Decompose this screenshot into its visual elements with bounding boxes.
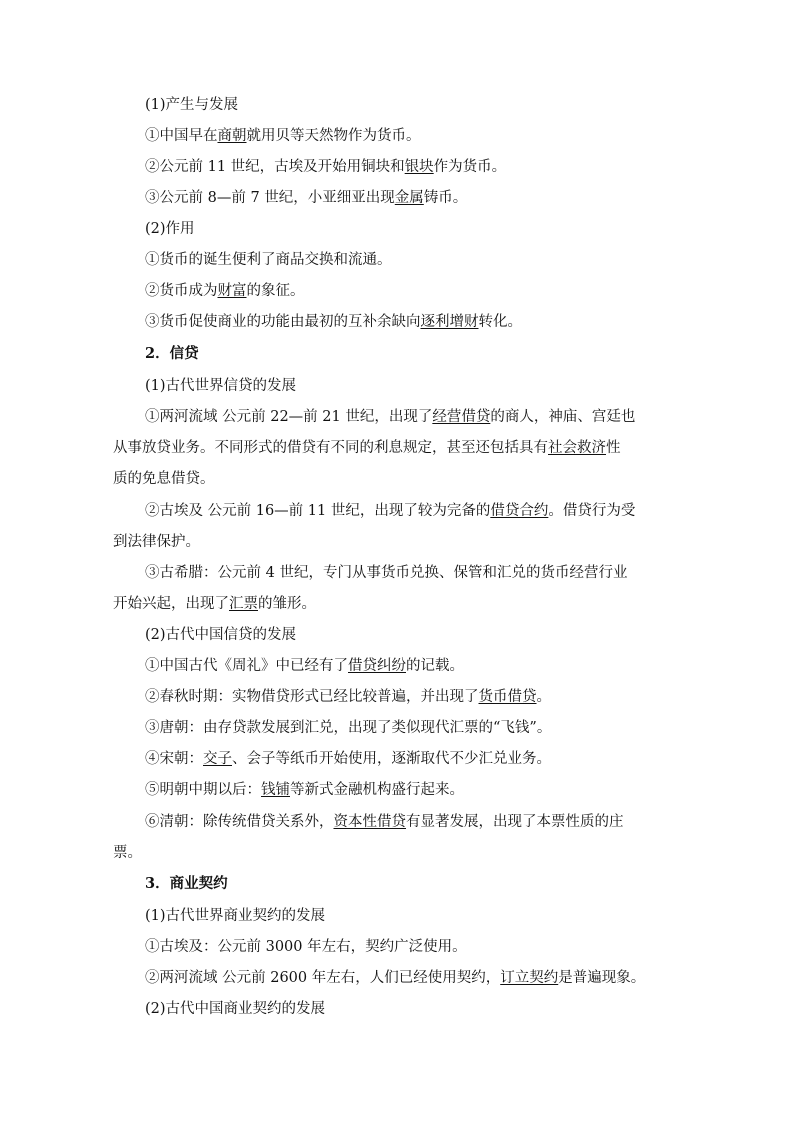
- text: 。借贷行为受: [548, 503, 636, 519]
- text: ⑤明朝中期以后：: [145, 782, 261, 798]
- text: ③公元前 8—前 7 世纪，小亚细亚出现: [145, 190, 395, 206]
- underlined-term: 借贷合约: [490, 503, 549, 519]
- text: 作为货币。: [433, 159, 507, 175]
- underlined-term: 资本性借贷: [333, 814, 406, 830]
- paragraph-line: 到法律保护。: [113, 534, 200, 550]
- text: 转化。: [478, 314, 522, 330]
- paragraph-line: [145, 281, 305, 301]
- text: 是普遍现象。: [558, 970, 646, 986]
- text: ③货币促使商业的功能由最初的互补余缺向: [145, 314, 421, 330]
- paragraph-line: [145, 687, 551, 707]
- text: 有显著发展，出现了本票性质的庄: [406, 814, 624, 830]
- paragraph-line: ③古希腊：公元前 4 世纪，专门从事货币兑换、保管和汇兑的货币经营行业: [145, 565, 628, 581]
- section-heading-credit: 2．信贷: [145, 345, 199, 362]
- underlined-term: 经营借贷: [432, 409, 491, 425]
- text: 的记载。: [406, 658, 464, 674]
- paragraph-line: [145, 407, 635, 427]
- paragraph-line: [145, 501, 635, 521]
- paragraph-line: [145, 780, 464, 800]
- text: ④宋朝：: [145, 751, 203, 767]
- paragraph-line: 票。: [113, 845, 142, 861]
- underlined-term: 社会救济: [548, 440, 606, 456]
- text: 性: [606, 440, 621, 456]
- paragraph-line: 质的免息借贷。: [113, 471, 215, 487]
- text: ①中国早在: [145, 128, 218, 144]
- text: ①两河流域 公元前 22—前 21 世纪，出现了: [145, 409, 433, 425]
- text: ②古埃及 公元前 16—前 11 世纪，出现了较为完备的: [145, 503, 491, 519]
- text: 的雏形。: [258, 596, 316, 612]
- text: 。: [536, 689, 551, 705]
- text: 开始兴起，出现了: [113, 596, 229, 612]
- text: 的象征。: [246, 283, 305, 299]
- paragraph-line: [145, 656, 464, 676]
- underlined-term: 借贷纠纷: [348, 658, 406, 674]
- subheading-origin-development: (1)产生与发展: [145, 97, 239, 113]
- underlined-term: 财富: [217, 283, 247, 299]
- underlined-term: 货币借贷: [478, 689, 537, 705]
- paragraph-line: ①货币的诞生便利了商品交换和流通。: [145, 252, 392, 268]
- paragraph-line: [145, 312, 522, 332]
- text: 就用贝等天然物作为货币。: [246, 128, 421, 144]
- underlined-term: 银块: [404, 159, 434, 175]
- subheading-china-contract: (2)古代中国商业契约的发展: [145, 1001, 326, 1017]
- subheading-world-credit: (1)古代世界信贷的发展: [145, 378, 297, 394]
- paragraph-line: ①古埃及：公元前 3000 年左右，契约广泛使用。: [145, 939, 467, 955]
- text: ②两河流域 公元前 2600 年左右，人们已经使用契约，: [145, 970, 501, 986]
- subheading-china-credit: (2)古代中国信贷的发展: [145, 627, 297, 643]
- text: ⑥清朝：除传统借贷关系外，: [145, 814, 334, 830]
- underlined-term: 订立契约: [500, 970, 559, 986]
- paragraph-line: ③唐朝：由存贷款发展到汇兑，出现了类似现代汇票的“飞钱”。: [145, 720, 552, 736]
- text: 的商人，神庙、宫廷也: [490, 409, 636, 425]
- underlined-term: 金属: [394, 190, 424, 206]
- text: ①中国古代《周礼》中已经有了: [145, 658, 348, 674]
- text: ②春秋时期：实物借贷形式已经比较普遍，并出现了: [145, 689, 479, 705]
- underlined-term: 钱铺: [261, 782, 290, 798]
- text: 等新式金融机构盛行起来。: [290, 782, 464, 798]
- paragraph-line: [145, 188, 467, 208]
- text: 、会子等纸币开始使用，逐渐取代不少汇兑业务。: [232, 751, 551, 767]
- paragraph-line: [113, 438, 621, 458]
- paragraph-line: [145, 749, 551, 769]
- text: ②公元前 11 世纪，古埃及开始用铜块和: [145, 159, 405, 175]
- text: 从事放贷业务。不同形式的借贷有不同的利息规定，甚至还包括具有: [113, 440, 548, 456]
- subheading-function: (2)作用: [145, 221, 195, 237]
- text: 铸币。: [423, 190, 468, 206]
- paragraph-line: [113, 594, 316, 614]
- paragraph-line: [145, 968, 645, 988]
- section-heading-contract: 3．商业契约: [145, 875, 228, 892]
- paragraph-line: [145, 157, 506, 177]
- underlined-term: 逐利增财: [420, 314, 479, 330]
- underlined-term: 交子: [203, 751, 232, 767]
- paragraph-line: [145, 812, 624, 832]
- underlined-term: 商朝: [217, 128, 247, 144]
- paragraph-line: [145, 126, 421, 146]
- underlined-term: 汇票: [229, 596, 258, 612]
- text: ②货币成为: [145, 283, 218, 299]
- subheading-world-contract: (1)古代世界商业契约的发展: [145, 908, 326, 924]
